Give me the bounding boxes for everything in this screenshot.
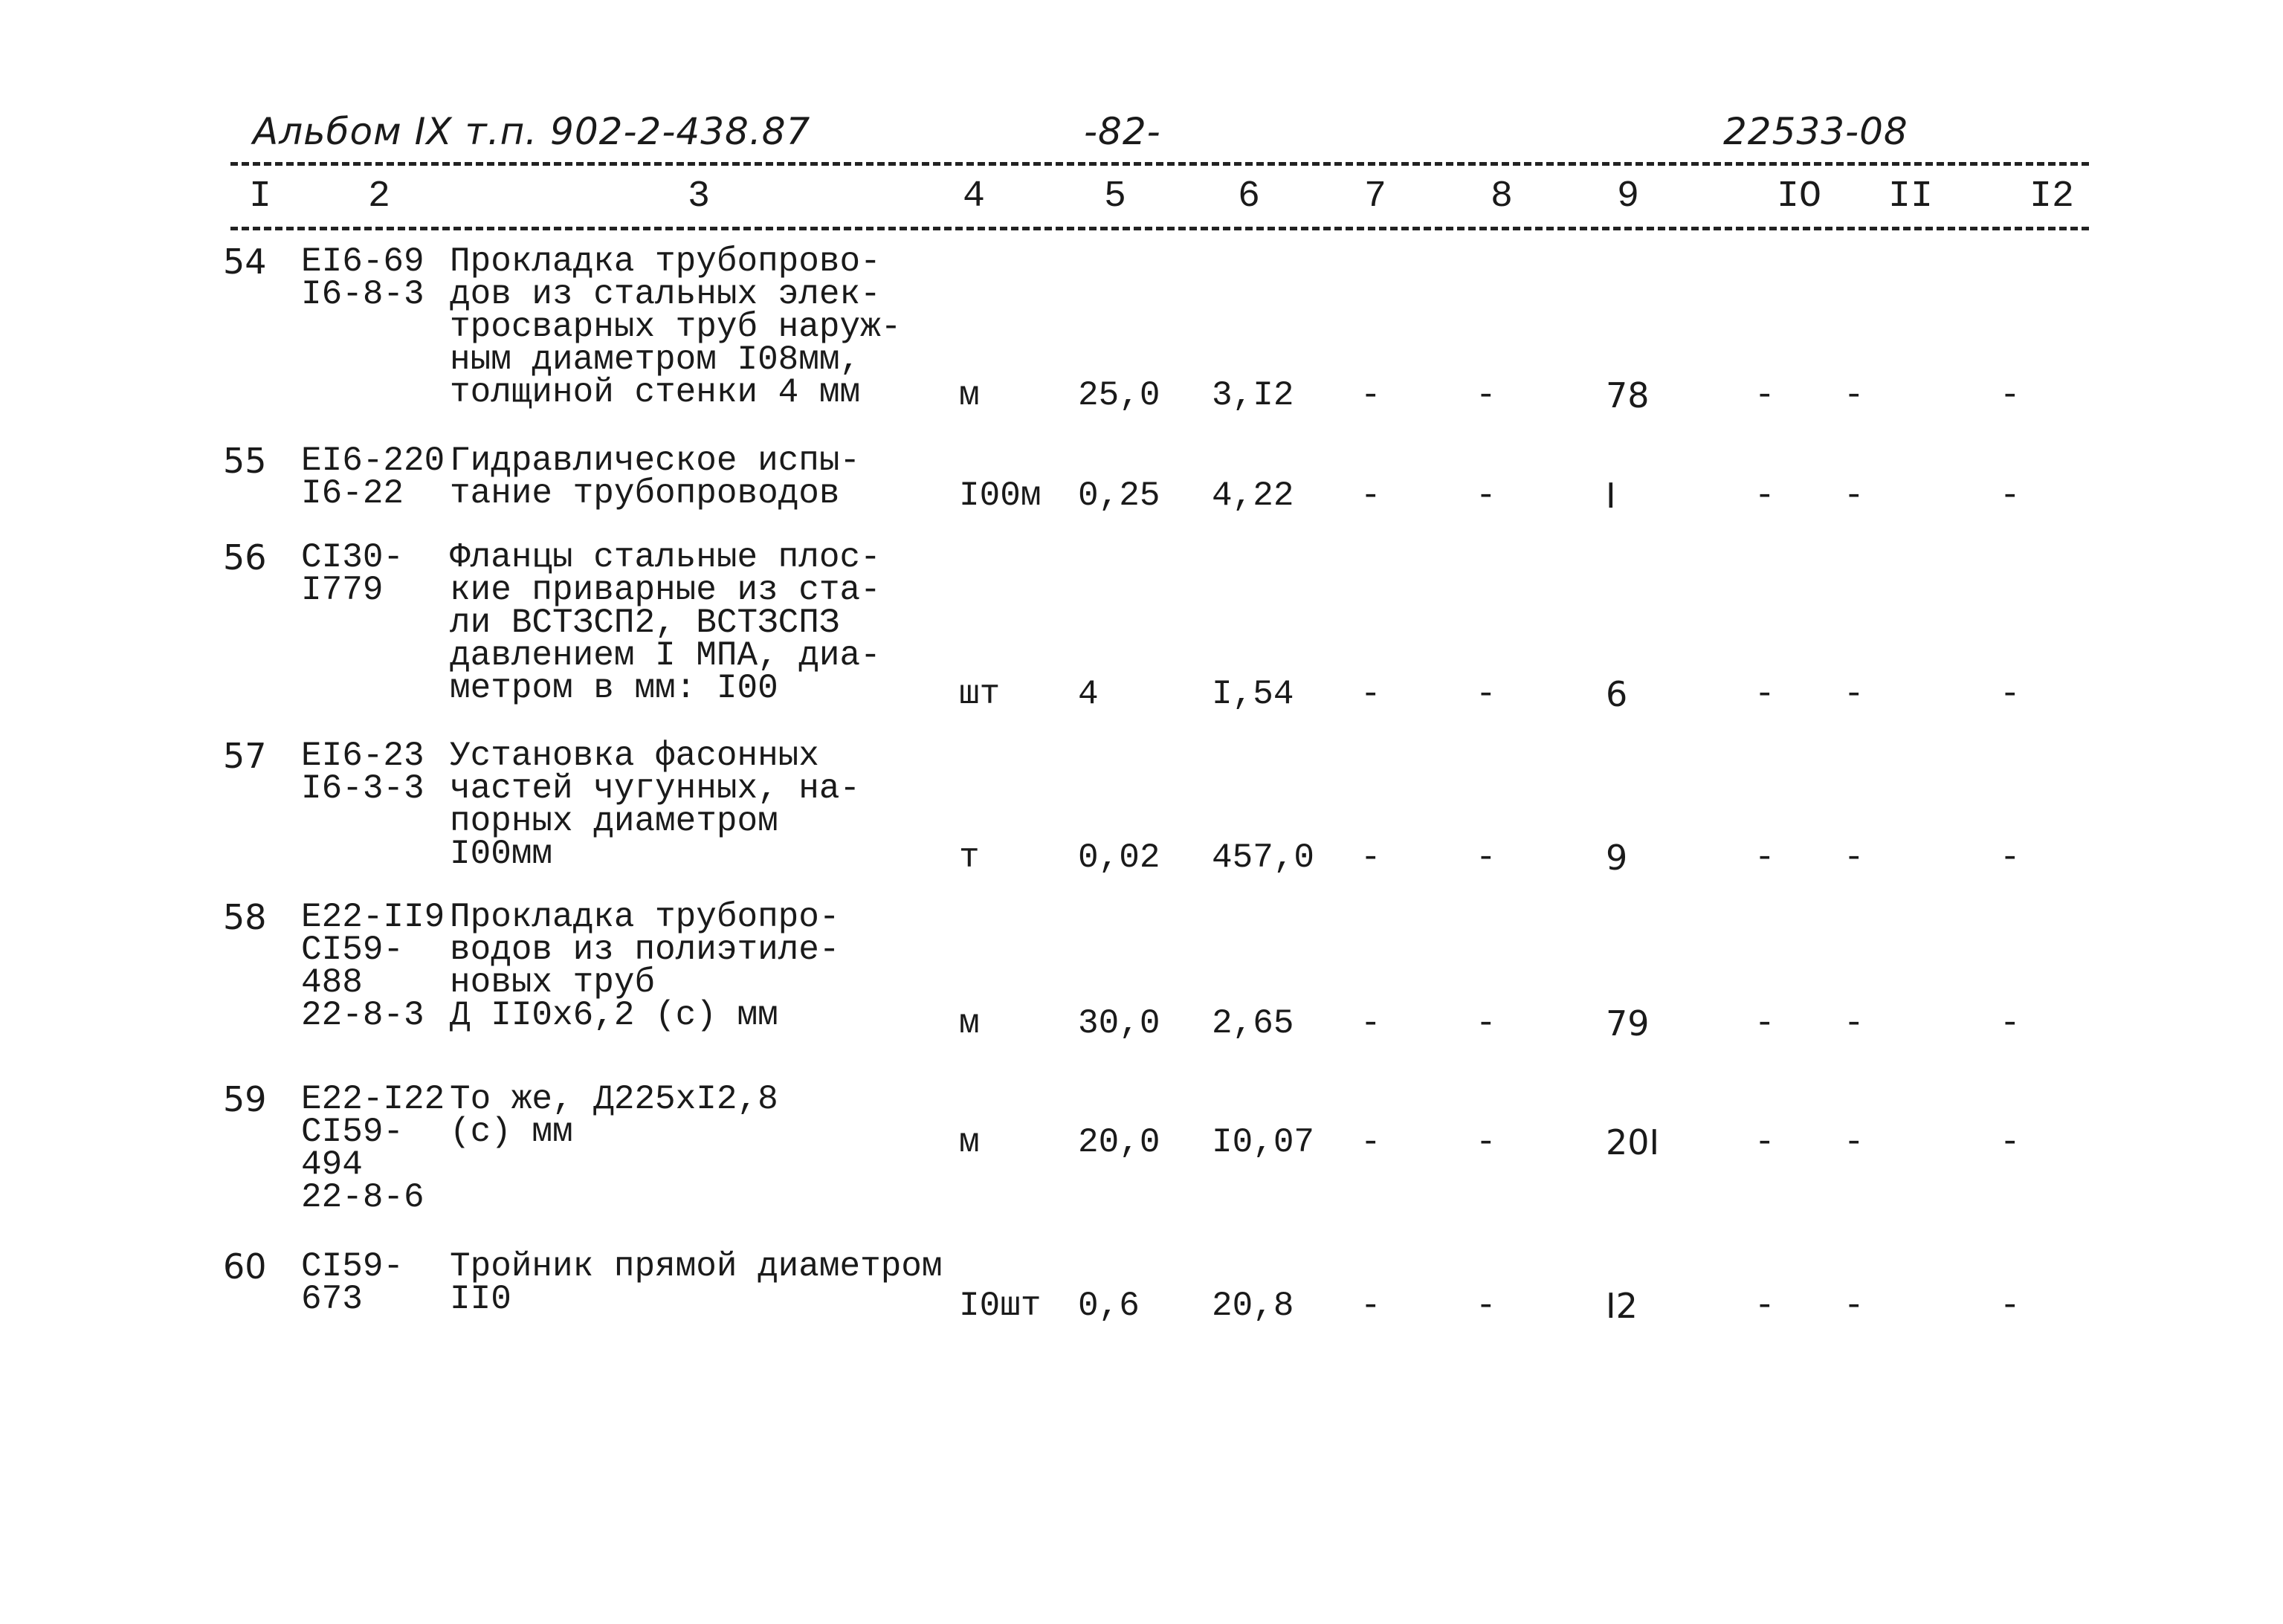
col11-cell: - — [1844, 1287, 1864, 1325]
row-number: 60 — [223, 1246, 267, 1287]
column-number: 5 — [1103, 175, 1126, 218]
col7-cell: - — [1360, 838, 1381, 877]
col8-cell: - — [1476, 838, 1496, 877]
col8-cell: - — [1476, 476, 1496, 515]
document-code: 22533-08 — [1723, 110, 1908, 153]
norm-code: E22-II9 CI59- 488 22-8-3 — [301, 898, 445, 1035]
col7-cell: - — [1360, 675, 1381, 714]
price-cell: I0,07 — [1212, 1123, 1315, 1162]
norm-code: EI6-23 I6-3-3 — [301, 737, 424, 808]
col10-cell: - — [1754, 838, 1775, 877]
price-cell: 3,I2 — [1212, 376, 1294, 415]
col8-cell: - — [1476, 376, 1496, 415]
quantity-cell: 25,0 — [1078, 376, 1160, 415]
header-rule-bottom — [230, 227, 2089, 230]
col8-cell: - — [1476, 1123, 1496, 1162]
work-description: Тройник прямой диаметром II0 — [450, 1247, 943, 1319]
col9-cell: 20I — [1606, 1122, 1660, 1162]
col11-cell: - — [1844, 476, 1864, 515]
col9-cell: I — [1606, 476, 1616, 516]
row-number: 55 — [223, 441, 267, 481]
column-number: 4 — [962, 175, 985, 218]
col11-cell: - — [1844, 1004, 1864, 1043]
col11-cell: - — [1844, 838, 1864, 877]
col8-cell: - — [1476, 675, 1496, 714]
col10-cell: - — [1754, 476, 1775, 515]
unit-cell: шт — [959, 675, 1001, 714]
col7-cell: - — [1360, 476, 1381, 515]
column-number: I2 — [2029, 175, 2074, 218]
col8-cell: - — [1476, 1004, 1496, 1043]
work-description: Установка фасонных частей чугунных, на- порных диаметром I00мм — [450, 737, 861, 873]
column-number: 9 — [1616, 175, 1639, 218]
unit-cell: I00м — [959, 476, 1042, 515]
row-number: 54 — [223, 242, 267, 282]
col11-cell: - — [1844, 675, 1864, 714]
quantity-cell: 30,0 — [1078, 1004, 1160, 1043]
row-number: 58 — [223, 897, 267, 937]
row-number: 57 — [223, 736, 267, 776]
column-number: IO — [1776, 175, 1821, 218]
col11-cell: - — [1844, 1123, 1864, 1162]
col10-cell: - — [1754, 675, 1775, 714]
row-number: 59 — [223, 1079, 267, 1119]
norm-code: E22-I22 CI59- 494 22-8-6 — [301, 1080, 445, 1217]
col12-cell: - — [2000, 1004, 2021, 1043]
col7-cell: - — [1360, 1004, 1381, 1043]
price-cell: 457,0 — [1212, 838, 1315, 877]
unit-cell: м — [959, 1123, 980, 1162]
col8-cell: - — [1476, 1287, 1496, 1325]
col11-cell: - — [1844, 376, 1864, 415]
work-description: Гидравлическое испы- тание трубопроводов — [450, 441, 861, 513]
col9-cell: 79 — [1606, 1003, 1650, 1044]
work-description: Фланцы стальные плос- кие приварные из ста- ли ВСТЗСП2, ВСТЗСПЗ давлением I МПА, диа- метром в мм: I00 — [450, 538, 881, 708]
col7-cell: - — [1360, 1123, 1381, 1162]
quantity-cell: 20,0 — [1078, 1123, 1160, 1162]
header-rule-top — [230, 162, 2089, 166]
column-number: 7 — [1363, 175, 1386, 218]
quantity-cell: 4 — [1078, 675, 1099, 714]
col10-cell: - — [1754, 1287, 1775, 1325]
col9-cell: 6 — [1606, 674, 1628, 714]
col7-cell: - — [1360, 376, 1381, 415]
col12-cell: - — [2000, 838, 2021, 877]
col9-cell: 9 — [1606, 838, 1628, 878]
unit-cell: м — [959, 1004, 980, 1043]
column-number: 8 — [1490, 175, 1513, 218]
col7-cell: - — [1360, 1287, 1381, 1325]
norm-code: EI6-220 I6-22 — [301, 441, 445, 513]
norm-code: CI59- 673 — [301, 1247, 404, 1319]
col10-cell: - — [1754, 376, 1775, 415]
col12-cell: - — [2000, 675, 2021, 714]
col9-cell: I2 — [1606, 1286, 1638, 1326]
col9-cell: 78 — [1606, 375, 1650, 415]
column-number: 3 — [687, 175, 710, 218]
row-number: 56 — [223, 537, 267, 578]
col10-cell: - — [1754, 1123, 1775, 1162]
col12-cell: - — [2000, 1123, 2021, 1162]
price-cell: 20,8 — [1212, 1287, 1294, 1325]
work-description: Прокладка трубопро- водов из полиэтиле- новых труб Д II0х6,2 (с) мм — [450, 898, 840, 1035]
column-number: 6 — [1237, 175, 1260, 218]
price-cell: 2,65 — [1212, 1004, 1294, 1043]
quantity-cell: 0,02 — [1078, 838, 1160, 877]
col12-cell: - — [2000, 476, 2021, 515]
column-number: II — [1888, 175, 1933, 218]
price-cell: I,54 — [1212, 675, 1294, 714]
unit-cell: I0шт — [959, 1287, 1042, 1325]
unit-cell: м — [959, 376, 980, 415]
norm-code: EI6-69 I6-8-3 — [301, 242, 424, 314]
norm-code: CI30- I779 — [301, 538, 404, 609]
page-number: -82- — [1084, 110, 1161, 153]
col12-cell: - — [2000, 1287, 2021, 1325]
quantity-cell: 0,6 — [1078, 1287, 1140, 1325]
work-description: Прокладка трубопрово- дов из стальных элек- тросварных труб наруж- ным диаметром I08мм, толщиной стенки 4 мм — [450, 242, 902, 412]
col12-cell: - — [2000, 376, 2021, 415]
quantity-cell: 0,25 — [1078, 476, 1160, 515]
work-description: То же, Д225хI2,8 (с) мм — [450, 1080, 778, 1151]
unit-cell: т — [959, 838, 980, 877]
column-number: 2 — [367, 175, 390, 218]
column-number: I — [248, 175, 271, 218]
col10-cell: - — [1754, 1004, 1775, 1043]
album-reference: Альбом IX т.п. 902-2-438.87 — [253, 110, 811, 153]
price-cell: 4,22 — [1212, 476, 1294, 515]
